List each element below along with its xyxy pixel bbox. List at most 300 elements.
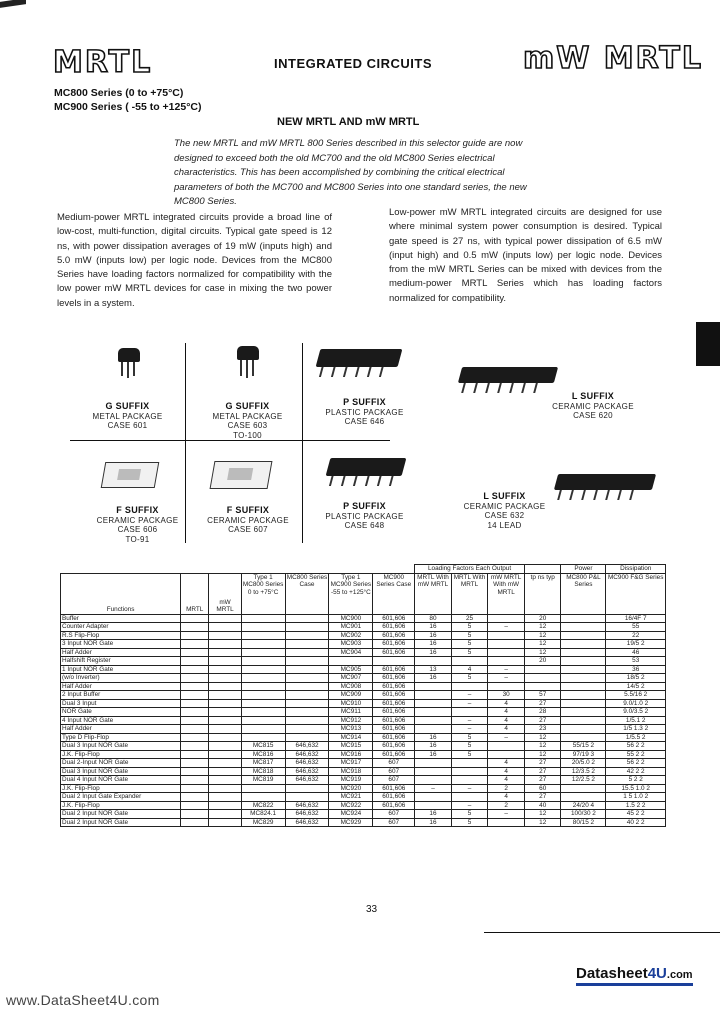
- table-cell: MC908: [329, 682, 373, 691]
- table-cell: 601,606: [373, 665, 415, 674]
- package-suffix: G SUFFIX: [105, 401, 150, 411]
- table-header-row: [61, 573, 666, 614]
- table-cell: [209, 776, 241, 785]
- table-cell: [524, 674, 561, 683]
- table-cell: 16: [415, 818, 452, 827]
- package-extra: TO-100: [233, 430, 262, 440]
- table-cell: [561, 708, 606, 717]
- table-cell: [561, 640, 606, 649]
- table-cell: [209, 657, 241, 666]
- table-cell: [241, 708, 285, 717]
- table-cell: 4: [488, 699, 525, 708]
- function-cell: R.S Flip-Flop: [61, 631, 181, 640]
- table-cell: [285, 682, 329, 691]
- table-cell: MC919: [329, 776, 373, 785]
- plastic-dip-646-illustration: [316, 349, 403, 367]
- table-cell: [285, 623, 329, 632]
- intro-paragraph: The new MRTL and mW MRTL 800 Series described in this selector guide are now designed to exceed both the old MC700 and the old MC800 Series electrical characteristics. This has been accomplished by combining the critical electrical parameters of both the MC700 and MC800 Series into one standard series, the new MC800 Series.: [174, 138, 527, 207]
- table-cell: MC918: [329, 767, 373, 776]
- function-cell: Half Adder: [61, 725, 181, 734]
- table-cell: 27: [524, 776, 561, 785]
- table-cell: [451, 776, 488, 785]
- function-cell: J.K. Flip-Flop: [61, 801, 181, 810]
- table-cell: [181, 665, 209, 674]
- table-cell: [241, 691, 285, 700]
- table-cell: [415, 657, 452, 666]
- table-cell: 5: [451, 623, 488, 632]
- group-power: Power: [561, 565, 606, 574]
- table-cell: [209, 691, 241, 700]
- package-label-l632: [452, 492, 557, 530]
- table-cell: [415, 776, 452, 785]
- table-header: mW MRTL With mW MRTL: [488, 573, 525, 614]
- table-cell: –: [488, 665, 525, 674]
- table-cell: 57: [524, 691, 561, 700]
- table-cell: [181, 699, 209, 708]
- table-cell: 601,606: [373, 742, 415, 751]
- package-case: CASE 601: [107, 421, 148, 430]
- table-cell: [241, 784, 285, 793]
- table-cell: [181, 614, 209, 623]
- table-cell: 5: [451, 742, 488, 751]
- function-cell: Dual 3 Input NOR Gate: [61, 767, 181, 776]
- table-cell: 601,606: [373, 682, 415, 691]
- table-cell: MC914: [329, 733, 373, 742]
- table-row: [61, 793, 666, 802]
- package-suffix: L SUFFIX: [483, 491, 526, 501]
- table-cell: MC922: [329, 801, 373, 810]
- function-cell: 1 Input NOR Gate: [61, 665, 181, 674]
- table-header: MC900 Series Case: [373, 573, 415, 614]
- table-cell: [488, 614, 525, 623]
- table-row: [61, 784, 666, 793]
- table-cell: 80: [415, 614, 452, 623]
- table-cell: 601,606: [373, 784, 415, 793]
- table-cell: [241, 631, 285, 640]
- table-cell: MC819: [241, 776, 285, 785]
- table-cell: [451, 708, 488, 717]
- table-cell: MC924: [329, 810, 373, 819]
- table-cell: 56 2 2: [606, 759, 666, 768]
- table-cell: [241, 657, 285, 666]
- table-cell: 16: [415, 750, 452, 759]
- table-cell: [209, 801, 241, 810]
- table-cell: MC822: [241, 801, 285, 810]
- package-suffix: P SUFFIX: [343, 501, 386, 511]
- package-case: CASE 620: [573, 411, 613, 420]
- package-case: CASE 607: [228, 525, 268, 534]
- table-cell: [285, 708, 329, 717]
- table-cell: 9.0/3.5 2: [606, 708, 666, 717]
- function-cell: Dual 3 Input: [61, 699, 181, 708]
- table-cell: [285, 733, 329, 742]
- table-cell: 1/5.5 2: [606, 733, 666, 742]
- table-cell: –: [451, 725, 488, 734]
- table-cell: 4: [488, 793, 525, 802]
- table-cell: 4: [451, 665, 488, 674]
- table-cell: [209, 759, 241, 768]
- table-cell: 646,632: [285, 750, 329, 759]
- table-row: [61, 716, 666, 725]
- table-cell: [181, 631, 209, 640]
- table-cell: –: [451, 699, 488, 708]
- package-case: CASE 632: [484, 511, 525, 520]
- table-cell: [209, 750, 241, 759]
- table-row: [61, 640, 666, 649]
- table-cell: [241, 640, 285, 649]
- table-cell: [488, 631, 525, 640]
- table-cell: [209, 708, 241, 717]
- table-cell: [561, 614, 606, 623]
- table-body: [61, 614, 666, 827]
- package-label-g603: [195, 402, 300, 440]
- package-case: CASE 648: [344, 521, 385, 530]
- table-row: [61, 810, 666, 819]
- package-label-p648: [312, 502, 417, 531]
- table-cell: 2: [488, 784, 525, 793]
- mrtl-logo: MRTL: [53, 45, 153, 80]
- table-header: tp ns typ: [524, 573, 561, 614]
- table-cell: [561, 699, 606, 708]
- table-cell: [181, 818, 209, 827]
- table-cell: [488, 648, 525, 657]
- footer-rule: [484, 932, 720, 933]
- table-cell: [488, 818, 525, 827]
- table-cell: 14/5 2: [606, 682, 666, 691]
- table-cell: [329, 657, 373, 666]
- table-cell: MC817: [241, 759, 285, 768]
- table-cell: 601,606: [373, 793, 415, 802]
- table-cell: 23: [524, 725, 561, 734]
- table-cell: 15.5 1.0 2: [606, 784, 666, 793]
- table-group-row: [61, 565, 666, 574]
- metal-can-603-illustration: [237, 346, 259, 360]
- table-cell: –: [451, 716, 488, 725]
- table-cell: –: [488, 623, 525, 632]
- table-cell: 12/3.5 2: [561, 767, 606, 776]
- table-cell: –: [451, 784, 488, 793]
- table-row: [61, 674, 666, 683]
- package-desc: METAL PACKAGE: [92, 411, 163, 421]
- table-cell: [181, 674, 209, 683]
- footer-url[interactable]: www.DataSheet4U.com: [6, 992, 160, 1008]
- table-cell: [415, 801, 452, 810]
- table-cell: [241, 725, 285, 734]
- table-cell: 646,632: [285, 801, 329, 810]
- table-cell: MC910: [329, 699, 373, 708]
- ceramic-dip-620-illustration: [458, 367, 558, 383]
- table-cell: [241, 716, 285, 725]
- function-cell: Half Adder: [61, 682, 181, 691]
- table-cell: 646,632: [285, 776, 329, 785]
- table-cell: [209, 623, 241, 632]
- low-power-paragraph: Low-power mW MRTL integrated circuits are designed for use where minimal system power consumption is desired. Typical gate speed is 27 ns, with typical power dissipation of 6.5 mW (input high) and 0.5 mW (inputs low) per logic node. Devices from the mW MRTL Series can be mixed with devices from the medium-power MRTL Series which has loading factors normalized for compatibility.: [389, 207, 662, 304]
- brand-a: Datasheet: [576, 965, 648, 982]
- table-cell: 601,606: [373, 614, 415, 623]
- function-cell: 3 Input NOR Gate: [61, 640, 181, 649]
- table-cell: MC915: [329, 742, 373, 751]
- table-cell: [561, 793, 606, 802]
- table-cell: [373, 657, 415, 666]
- table-row: [61, 742, 666, 751]
- table-cell: [181, 793, 209, 802]
- table-cell: 12: [524, 810, 561, 819]
- table-cell: [241, 674, 285, 683]
- series-mc900: MC900 Series ( -55 to +125°C): [54, 101, 202, 113]
- table-cell: 16/4F 7: [606, 614, 666, 623]
- table-cell: MC818: [241, 767, 285, 776]
- table-cell: 601,606: [373, 691, 415, 700]
- table-cell: 16: [415, 648, 452, 657]
- table-cell: MC907: [329, 674, 373, 683]
- table-cell: 601,606: [373, 750, 415, 759]
- table-cell: [285, 784, 329, 793]
- table-cell: 55/15 2: [561, 742, 606, 751]
- function-cell: NOR Gate: [61, 708, 181, 717]
- table-cell: [561, 682, 606, 691]
- table-cell: 22: [606, 631, 666, 640]
- table-cell: 1 5 1.0 2: [606, 793, 666, 802]
- table-cell: [209, 725, 241, 734]
- table-cell: [181, 648, 209, 657]
- function-cell: 2 Input Buffer: [61, 691, 181, 700]
- table-cell: [285, 657, 329, 666]
- page-number: 33: [366, 904, 378, 915]
- table-cell: 5.5/16 2: [606, 691, 666, 700]
- table-cell: [181, 776, 209, 785]
- table-cell: 12: [524, 640, 561, 649]
- table-cell: [415, 716, 452, 725]
- table-cell: MC921: [329, 793, 373, 802]
- table-cell: [181, 767, 209, 776]
- table-cell: MC912: [329, 716, 373, 725]
- package-case: CASE 646: [344, 417, 385, 426]
- table-row: [61, 614, 666, 623]
- table-cell: 601,606: [373, 640, 415, 649]
- table-cell: [415, 691, 452, 700]
- table-cell: [241, 614, 285, 623]
- table-cell: [285, 674, 329, 683]
- table-cell: [209, 699, 241, 708]
- table-cell: 53: [606, 657, 666, 666]
- table-cell: [241, 648, 285, 657]
- medium-power-paragraph: Medium-power MRTL integrated circuits provide a broad line of low-cost, multi-function, digital circuits. Typical gate speed is 12 ns, with power dissipation averages of 19 mW (inputs high) and 5.0 mW (inputs low) per logic node. Devices from the MC800 Series have loading factors normalized for compatibility with the low power mW MRTL devices for case in mixing the two power levels in a system.: [57, 212, 332, 309]
- table-cell: [561, 665, 606, 674]
- table-cell: [285, 716, 329, 725]
- function-cell: (w/o Inverter): [61, 674, 181, 683]
- table-cell: 607: [373, 759, 415, 768]
- table-cell: [181, 691, 209, 700]
- table-row: [61, 733, 666, 742]
- table-cell: 601,606: [373, 716, 415, 725]
- table-cell: 24/20 4: [561, 801, 606, 810]
- scan-artifact: [0, 0, 26, 8]
- function-cell: Dual 2-Input NOR Gate: [61, 759, 181, 768]
- table-cell: [415, 793, 452, 802]
- table-cell: 36: [606, 665, 666, 674]
- table-cell: MC909: [329, 691, 373, 700]
- table-cell: [209, 716, 241, 725]
- table-cell: 42 2 2: [606, 767, 666, 776]
- table-cell: [488, 640, 525, 649]
- package-desc: CERAMIC PACKAGE: [463, 501, 546, 511]
- table-header: MC800 Series Case: [285, 573, 329, 614]
- table-cell: 16: [415, 623, 452, 632]
- table-cell: 30: [488, 691, 525, 700]
- table-cell: [209, 631, 241, 640]
- table-cell: 12: [524, 818, 561, 827]
- section-title: NEW MRTL AND mW MRTL: [277, 116, 420, 128]
- table-cell: [209, 793, 241, 802]
- table-cell: [451, 682, 488, 691]
- table-cell: 5: [451, 631, 488, 640]
- function-cell: 4 Input NOR Gate: [61, 716, 181, 725]
- table-row: [61, 623, 666, 632]
- table-cell: [285, 640, 329, 649]
- brand-b: 4U: [647, 965, 667, 982]
- table-row: [61, 699, 666, 708]
- table-row: [61, 818, 666, 827]
- table-cell: 40 2 2: [606, 818, 666, 827]
- function-cell: Dual 2 Input NOR Gate: [61, 818, 181, 827]
- table-cell: MC929: [329, 818, 373, 827]
- package-divider-v2: [302, 343, 303, 543]
- table-row: [61, 759, 666, 768]
- table-cell: 27: [524, 793, 561, 802]
- package-label-f607: [196, 506, 300, 535]
- table-cell: 16: [415, 631, 452, 640]
- package-suffix: F SUFFIX: [116, 505, 159, 515]
- table-cell: 4: [488, 767, 525, 776]
- table-cell: MC824.1: [241, 810, 285, 819]
- package-desc: CERAMIC PACKAGE: [552, 401, 634, 411]
- table-cell: [561, 657, 606, 666]
- table-cell: 27: [524, 759, 561, 768]
- package-divider-h: [70, 440, 390, 441]
- table-cell: 18/5 2: [606, 674, 666, 683]
- table-cell: 601,606: [373, 648, 415, 657]
- datasheet4u-logo[interactable]: [576, 965, 693, 986]
- table-header: Type 1 MC800 Series 0 to +75°C: [241, 573, 285, 614]
- table-cell: [209, 665, 241, 674]
- table-cell: [181, 810, 209, 819]
- group-dissipation: Dissipation: [606, 565, 666, 574]
- package-divider-v1: [185, 343, 186, 543]
- table-cell: [209, 818, 241, 827]
- table-cell: 20: [524, 657, 561, 666]
- mw-mrtl-logo: mW MRTL: [523, 41, 703, 76]
- package-label-g601: [80, 402, 175, 431]
- table-cell: [241, 682, 285, 691]
- table-cell: [285, 648, 329, 657]
- package-desc: CERAMIC PACKAGE: [207, 515, 289, 525]
- table-header: MRTL With mW MRTL: [415, 573, 452, 614]
- table-cell: 27: [524, 716, 561, 725]
- table-cell: [488, 742, 525, 751]
- table-row: [61, 801, 666, 810]
- page-title: INTEGRATED CIRCUITS: [274, 56, 433, 71]
- table-cell: [181, 750, 209, 759]
- table-cell: 5 2 2: [606, 776, 666, 785]
- table-cell: MC913: [329, 725, 373, 734]
- table-cell: 601,606: [373, 631, 415, 640]
- table-header: MRTL With MRTL: [451, 573, 488, 614]
- table-cell: [488, 657, 525, 666]
- package-desc: METAL PACKAGE: [212, 411, 283, 421]
- selector-table: [60, 564, 666, 827]
- table-cell: 27: [524, 699, 561, 708]
- table-row: [61, 725, 666, 734]
- table-cell: [241, 733, 285, 742]
- table-cell: –: [488, 733, 525, 742]
- table-cell: –: [415, 784, 452, 793]
- table-row: [61, 682, 666, 691]
- package-suffix: G SUFFIX: [225, 401, 270, 411]
- table-cell: 4: [488, 725, 525, 734]
- table-cell: [181, 716, 209, 725]
- table-cell: 16: [415, 810, 452, 819]
- table-cell: 4: [488, 716, 525, 725]
- table-cell: [181, 742, 209, 751]
- package-suffix: F SUFFIX: [226, 505, 270, 515]
- package-desc: PLASTIC PACKAGE: [325, 407, 404, 417]
- ceramic-dip-632-illustration: [554, 474, 656, 490]
- table-cell: 601,606: [373, 801, 415, 810]
- table-cell: MC916: [329, 750, 373, 759]
- table-header: MC800 P&L Series: [561, 573, 606, 614]
- table-header: Type 1 MC900 Series -55 to +125°C: [329, 573, 373, 614]
- table-cell: 100/30 2: [561, 810, 606, 819]
- table-cell: 601,606: [373, 699, 415, 708]
- function-cell: Half Adder: [61, 648, 181, 657]
- table-cell: [285, 614, 329, 623]
- table-cell: 25: [451, 614, 488, 623]
- brand-c: .com: [666, 969, 693, 981]
- table-cell: [241, 793, 285, 802]
- table-cell: –: [488, 810, 525, 819]
- table-cell: 12/2.5 2: [561, 776, 606, 785]
- package-extra: TO-91: [125, 534, 150, 544]
- table-cell: 646,632: [285, 767, 329, 776]
- table-cell: 12: [524, 750, 561, 759]
- table-row: [61, 691, 666, 700]
- table-cell: [285, 665, 329, 674]
- table-cell: [181, 725, 209, 734]
- table-cell: 9.0/1.0 2: [606, 699, 666, 708]
- table-cell: 13: [415, 665, 452, 674]
- table-cell: MC920: [329, 784, 373, 793]
- table-row: [61, 708, 666, 717]
- table-cell: [415, 699, 452, 708]
- table-cell: 45 2 2: [606, 810, 666, 819]
- table-cell: [241, 665, 285, 674]
- table-header: mW MRTL: [209, 573, 241, 614]
- flat-pack-607-illustration: [210, 461, 273, 489]
- table-cell: [561, 648, 606, 657]
- table-cell: 2: [488, 801, 525, 810]
- table-cell: MC911: [329, 708, 373, 717]
- table-cell: [209, 742, 241, 751]
- table-cell: 5: [451, 640, 488, 649]
- page-edge-tab: [696, 322, 720, 366]
- table-cell: 19/5 2: [606, 640, 666, 649]
- table-cell: 55 2 2: [606, 750, 666, 759]
- table-cell: [181, 733, 209, 742]
- brand-underline: [576, 983, 693, 986]
- table-cell: 646,632: [285, 759, 329, 768]
- table-cell: 12: [524, 733, 561, 742]
- table-cell: [285, 691, 329, 700]
